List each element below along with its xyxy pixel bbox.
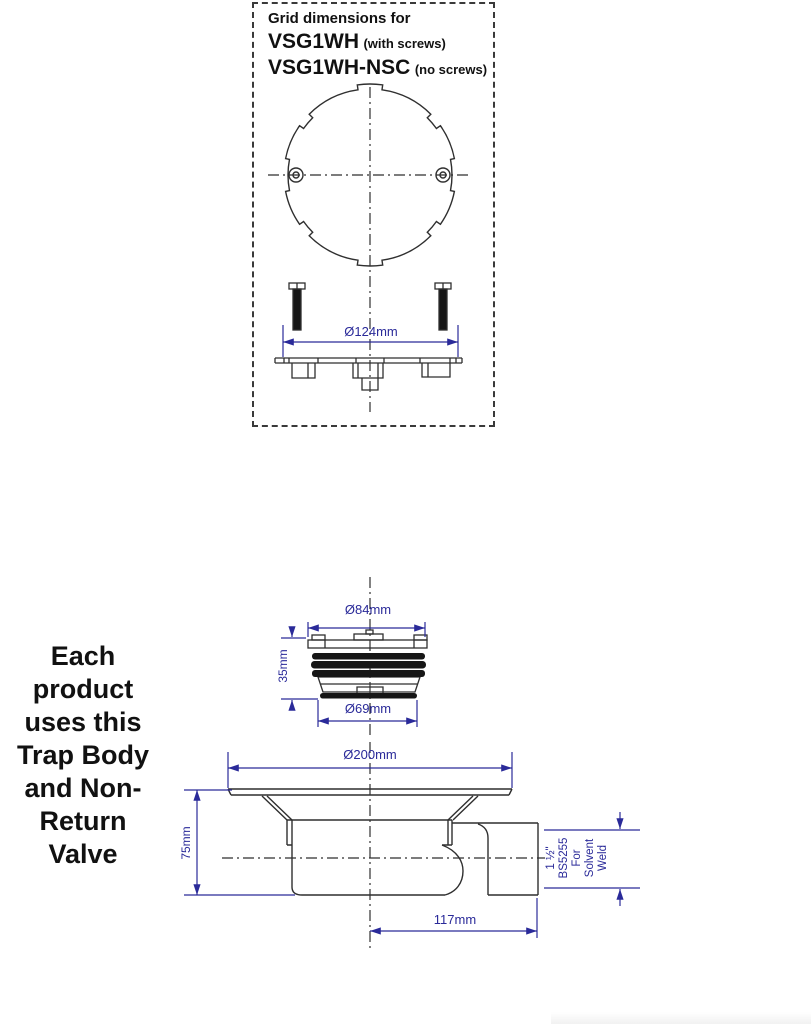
product-line-2	[268, 56, 487, 80]
outlet-spec-label	[545, 816, 611, 900]
dim-label-117: 117mm	[433, 912, 477, 927]
dim-label-35: 35mm	[276, 649, 290, 683]
side-note-line: Trap Body	[16, 740, 150, 770]
outlet-spec-line: Solvent	[584, 838, 596, 878]
grid-dimensions-box	[252, 2, 495, 427]
side-note-line: Each	[50, 641, 116, 671]
page-shadow	[551, 1012, 811, 1024]
dim-label-75: 75mm	[179, 826, 193, 860]
outlet-spec-line: 1 ½"	[545, 846, 557, 870]
outlet-spec-line: Weld	[597, 845, 609, 871]
grid-box-title: Grid dimensions for	[268, 10, 411, 27]
dim-label-69: Ø69mm	[344, 701, 392, 716]
trap-centerlines	[222, 742, 545, 950]
trap-body	[228, 789, 538, 895]
product-line-1	[268, 30, 446, 54]
product-note-2: (no screws)	[414, 62, 488, 77]
insert-bottom-seal	[320, 693, 417, 699]
side-note-line: Return	[39, 806, 127, 836]
side-note-line: Valve	[48, 839, 118, 869]
outlet-pipe	[452, 823, 538, 895]
outlet-spec-line: For	[571, 849, 583, 867]
side-note-line: and Non-	[24, 773, 142, 803]
side-note-line: uses this	[24, 707, 142, 737]
dim-label-84: Ø84mm	[344, 602, 392, 617]
outlet-spec-line: BS5255	[558, 837, 570, 879]
dim-label-200: Ø200mm	[343, 747, 397, 762]
side-note-line: product	[32, 674, 134, 704]
product-note-1: (with screws)	[363, 36, 446, 51]
side-note	[2, 640, 164, 871]
product-code-1: VSG1WH	[268, 30, 360, 53]
product-code-2: VSG1WH-NSC	[268, 56, 411, 79]
dim-label-124: Ø124mm	[344, 324, 398, 339]
dim-75-lines	[184, 790, 295, 895]
